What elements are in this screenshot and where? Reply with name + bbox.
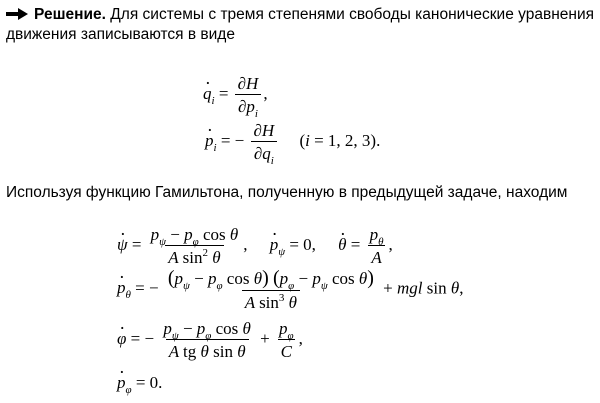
equation-phi-dot: φ · = − $\frac{p_\psi - p_\varphi \cos \theta}{\text{A tg θ sin θ}}$ + $\frac{p_\varphi}{C}$ , <box>117 320 303 360</box>
equation-p-dot: $p \cdot_i$ = − $\frac{\partial H}{\partial q_i}$ (i = 1, 2, 3). <box>205 122 380 162</box>
equation-p-theta-dot: $p \cdot_\theta$ = − $\frac{(p_\psi - p_\varphi \cos \theta) (p_\varphi - p_\psi \cos \theta)}{A \sin^3 \theta}$ + mgl sin θ, <box>117 268 463 311</box>
equation-psi-dot: ψ · = $\frac{p_\psi - p_\varphi \cos \theta}{A \sin^2 \theta}$ , $p \cdot_\psi = 0$, θ · = $\frac{p_\theta}{A}$ , <box>117 226 393 266</box>
equation-q-dot: $q \cdot_i$ = $\frac{\partial H}{\partial p_i}$ , <box>203 75 268 115</box>
equation-p-phi-dot: $p \cdot_\varphi = 0$. <box>117 374 162 391</box>
solution-paragraph <box>6 5 594 45</box>
hamiltonian-paragraph <box>6 183 594 203</box>
solution-heading: Решение. <box>34 6 106 23</box>
solution-text: Для системы с тремя степенями свободы канонические уравнения движения записываются в виде <box>6 6 595 43</box>
arrow-icon <box>6 8 28 20</box>
hamiltonian-text: Используя функцию Гамильтона, полученную в предыдущей задаче, находим <box>6 184 568 201</box>
